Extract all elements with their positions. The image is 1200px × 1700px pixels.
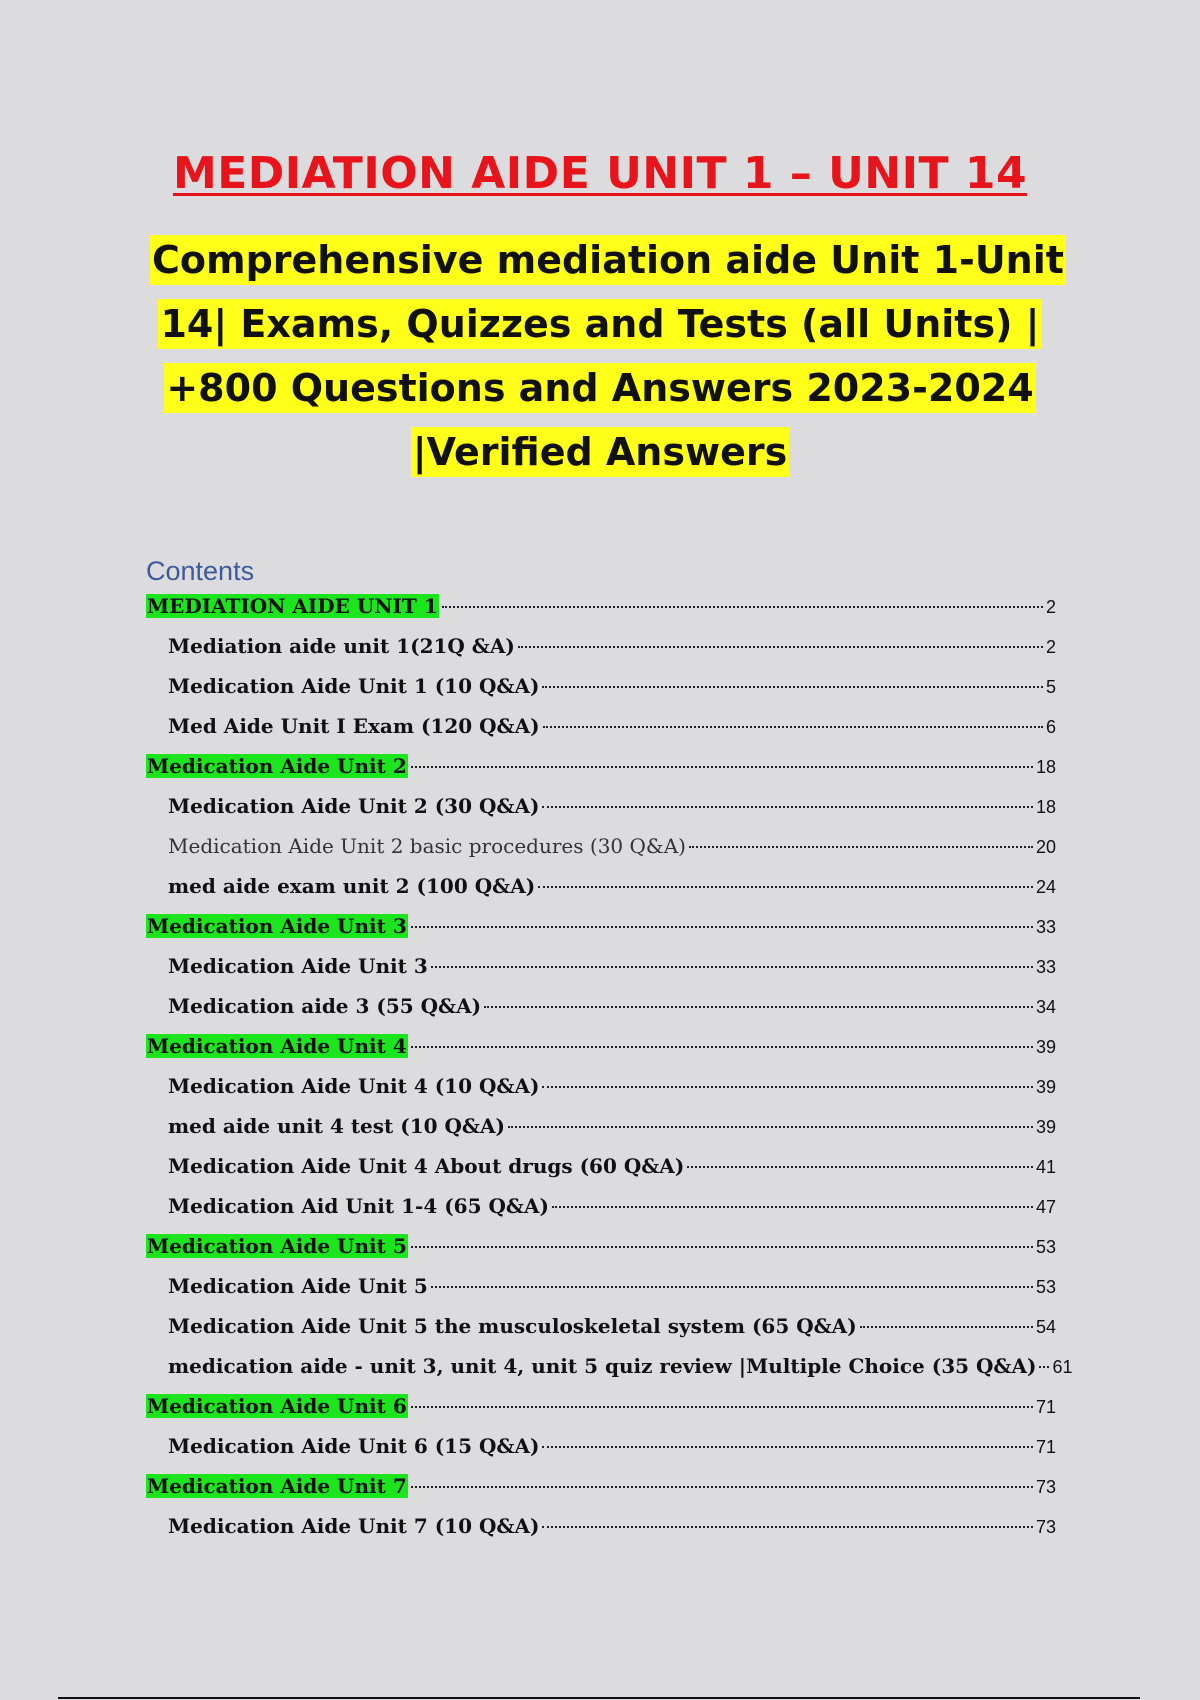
toc-entry-label: medication aide - unit 3, unit 4, unit 5 quiz review |Multiple Choice (35 Q&A) bbox=[168, 1354, 1037, 1378]
toc-page-number: 53 bbox=[1035, 1237, 1056, 1257]
toc-dot-leader bbox=[431, 966, 1033, 968]
toc-dot-leader bbox=[860, 1326, 1033, 1328]
toc-unit-entry[interactable] bbox=[146, 1034, 1056, 1074]
toc-page-number: 73 bbox=[1035, 1517, 1056, 1537]
toc-dot-leader bbox=[687, 1166, 1033, 1168]
toc-dot-leader bbox=[542, 686, 1043, 688]
toc-entry[interactable] bbox=[146, 1114, 1056, 1154]
toc-page-number: 41 bbox=[1035, 1157, 1056, 1177]
toc-entry[interactable] bbox=[146, 994, 1056, 1034]
toc-entry-label: Medication Aide Unit 6 (15 Q&A) bbox=[168, 1434, 540, 1458]
toc-dot-leader bbox=[411, 1486, 1033, 1488]
toc-dot-leader bbox=[543, 726, 1043, 728]
toc-entry[interactable] bbox=[146, 674, 1056, 714]
contents-heading: Contents bbox=[146, 556, 255, 586]
toc-entry[interactable] bbox=[146, 1514, 1056, 1554]
toc-page-number: 6 bbox=[1045, 717, 1056, 737]
toc-dot-leader bbox=[542, 806, 1033, 808]
toc-entry[interactable] bbox=[146, 1434, 1056, 1474]
subtitle-line-text: 14| Exams, Quizzes and Tests (all Units) | bbox=[158, 299, 1041, 349]
toc-unit-entry[interactable] bbox=[146, 754, 1056, 794]
toc-dot-leader bbox=[484, 1006, 1033, 1008]
toc-entry[interactable] bbox=[146, 794, 1056, 834]
toc-entry-label: Medication Aide Unit 2 bbox=[147, 754, 407, 778]
toc-unit-entry[interactable] bbox=[146, 594, 1056, 634]
toc-page-number: 18 bbox=[1035, 797, 1056, 817]
toc-entry-label: med aide unit 4 test (10 Q&A) bbox=[168, 1114, 505, 1138]
subtitle-line-text: |Verified Answers bbox=[411, 427, 789, 477]
toc-entry-label: Medication Aid Unit 1-4 (65 Q&A) bbox=[168, 1194, 549, 1218]
toc-entry[interactable] bbox=[146, 1274, 1056, 1314]
page-bottom-rule bbox=[58, 1697, 1140, 1699]
toc-entry[interactable] bbox=[146, 1354, 1073, 1394]
toc-dot-leader bbox=[508, 1126, 1033, 1128]
toc-page-number: 20 bbox=[1035, 837, 1056, 857]
toc-page-number: 39 bbox=[1035, 1037, 1056, 1057]
toc-unit-entry[interactable] bbox=[146, 914, 1056, 954]
toc-dot-leader bbox=[552, 1206, 1033, 1208]
toc-page-number: 71 bbox=[1035, 1437, 1056, 1457]
toc-dot-leader bbox=[411, 926, 1033, 928]
toc-entry-label: Medication Aide Unit 7 bbox=[147, 1474, 407, 1498]
toc-entry[interactable] bbox=[146, 634, 1056, 674]
toc-entry[interactable] bbox=[146, 874, 1056, 914]
toc-entry-label: Medication Aide Unit 5 bbox=[168, 1274, 428, 1298]
toc-dot-leader bbox=[542, 1446, 1033, 1448]
toc-entry[interactable] bbox=[146, 1194, 1056, 1234]
toc-page-number: 33 bbox=[1035, 957, 1056, 977]
toc-entry-label: Medication Aide Unit 2 (30 Q&A) bbox=[168, 794, 540, 818]
toc-page-number: 54 bbox=[1035, 1317, 1056, 1337]
toc-page-number: 24 bbox=[1035, 877, 1056, 897]
toc-entry-label: MEDIATION AIDE UNIT 1 bbox=[147, 594, 438, 618]
toc-entry-label: Medication Aide Unit 5 the musculoskeletal system (65 Q&A) bbox=[168, 1314, 857, 1338]
toc-dot-leader bbox=[431, 1286, 1033, 1288]
toc-dot-leader bbox=[689, 846, 1033, 848]
toc-entry-label: Mediation aide unit 1(21Q &A) bbox=[168, 634, 515, 658]
toc-entry-label: Medication Aide Unit 3 bbox=[147, 914, 407, 938]
toc-dot-leader bbox=[518, 646, 1043, 648]
toc-dot-leader bbox=[542, 1086, 1033, 1088]
toc-entry-label: Medication Aide Unit 4 About drugs (60 Q&A) bbox=[168, 1154, 685, 1178]
subtitle-line bbox=[150, 356, 1050, 420]
toc-page-number: 71 bbox=[1035, 1397, 1056, 1417]
toc-page-number: 47 bbox=[1035, 1197, 1056, 1217]
toc-entry-label: Medication Aide Unit 4 (10 Q&A) bbox=[168, 1074, 540, 1098]
toc-unit-entry[interactable] bbox=[146, 1474, 1056, 1514]
toc-dot-leader bbox=[542, 1526, 1033, 1528]
toc-entry-label: Medication Aide Unit 4 bbox=[147, 1034, 407, 1058]
toc-page-number: 39 bbox=[1035, 1117, 1056, 1137]
subtitle-line bbox=[150, 292, 1050, 356]
toc-entry[interactable] bbox=[146, 834, 1056, 874]
toc-entry-label: Medication Aide Unit 6 bbox=[147, 1394, 407, 1418]
toc-page-number: 18 bbox=[1035, 757, 1056, 777]
document-title bbox=[0, 148, 1200, 199]
toc-dot-leader bbox=[1039, 1366, 1049, 1368]
toc-dot-leader bbox=[538, 886, 1033, 888]
toc-page-number: 2 bbox=[1045, 637, 1056, 657]
subtitle-line bbox=[150, 420, 1050, 484]
subtitle-line bbox=[150, 228, 1064, 292]
toc-entry-label: Medication Aide Unit 5 bbox=[147, 1234, 407, 1258]
toc-page-number: 73 bbox=[1035, 1477, 1056, 1497]
toc-entry[interactable] bbox=[146, 954, 1056, 994]
toc-page-number: 33 bbox=[1035, 917, 1056, 937]
toc-unit-entry[interactable] bbox=[146, 1234, 1056, 1274]
toc-entry-label: Medication aide 3 (55 Q&A) bbox=[168, 994, 482, 1018]
subtitle-line-text: Comprehensive mediation aide Unit 1-Unit bbox=[150, 235, 1066, 285]
toc-dot-leader bbox=[442, 606, 1043, 608]
toc-page-number: 2 bbox=[1045, 597, 1056, 617]
table-of-contents bbox=[146, 594, 1073, 1554]
toc-entry[interactable] bbox=[146, 1154, 1056, 1194]
toc-page-number: 34 bbox=[1035, 997, 1056, 1017]
toc-page-number: 53 bbox=[1035, 1277, 1056, 1297]
document-title-text: MEDIATION AIDE UNIT 1 – UNIT 14 bbox=[172, 148, 1028, 199]
toc-unit-entry[interactable] bbox=[146, 1394, 1056, 1434]
toc-entry-label: Medication Aide Unit 1 (10 Q&A) bbox=[168, 674, 540, 698]
toc-entry-label: Medication Aide Unit 2 basic procedures (30 Q&A) bbox=[168, 834, 686, 858]
toc-entry-label: med aide exam unit 2 (100 Q&A) bbox=[168, 874, 536, 898]
toc-dot-leader bbox=[411, 766, 1033, 768]
toc-dot-leader bbox=[411, 1246, 1033, 1248]
toc-entry[interactable] bbox=[146, 1314, 1056, 1354]
toc-page-number: 61 bbox=[1052, 1357, 1073, 1377]
toc-entry[interactable] bbox=[146, 714, 1056, 754]
toc-entry-label: Medication Aide Unit 7 (10 Q&A) bbox=[168, 1514, 540, 1538]
subtitle-line-text: +800 Questions and Answers 2023-2024 bbox=[164, 363, 1035, 413]
toc-dot-leader bbox=[411, 1406, 1033, 1408]
toc-entry-label: Medication Aide Unit 3 bbox=[168, 954, 428, 978]
toc-page-number: 39 bbox=[1035, 1077, 1056, 1097]
toc-dot-leader bbox=[411, 1046, 1033, 1048]
toc-entry-label: Med Aide Unit I Exam (120 Q&A) bbox=[168, 714, 540, 738]
document-subtitle bbox=[150, 228, 1064, 484]
toc-entry[interactable] bbox=[146, 1074, 1056, 1114]
toc-page-number: 5 bbox=[1045, 677, 1056, 697]
